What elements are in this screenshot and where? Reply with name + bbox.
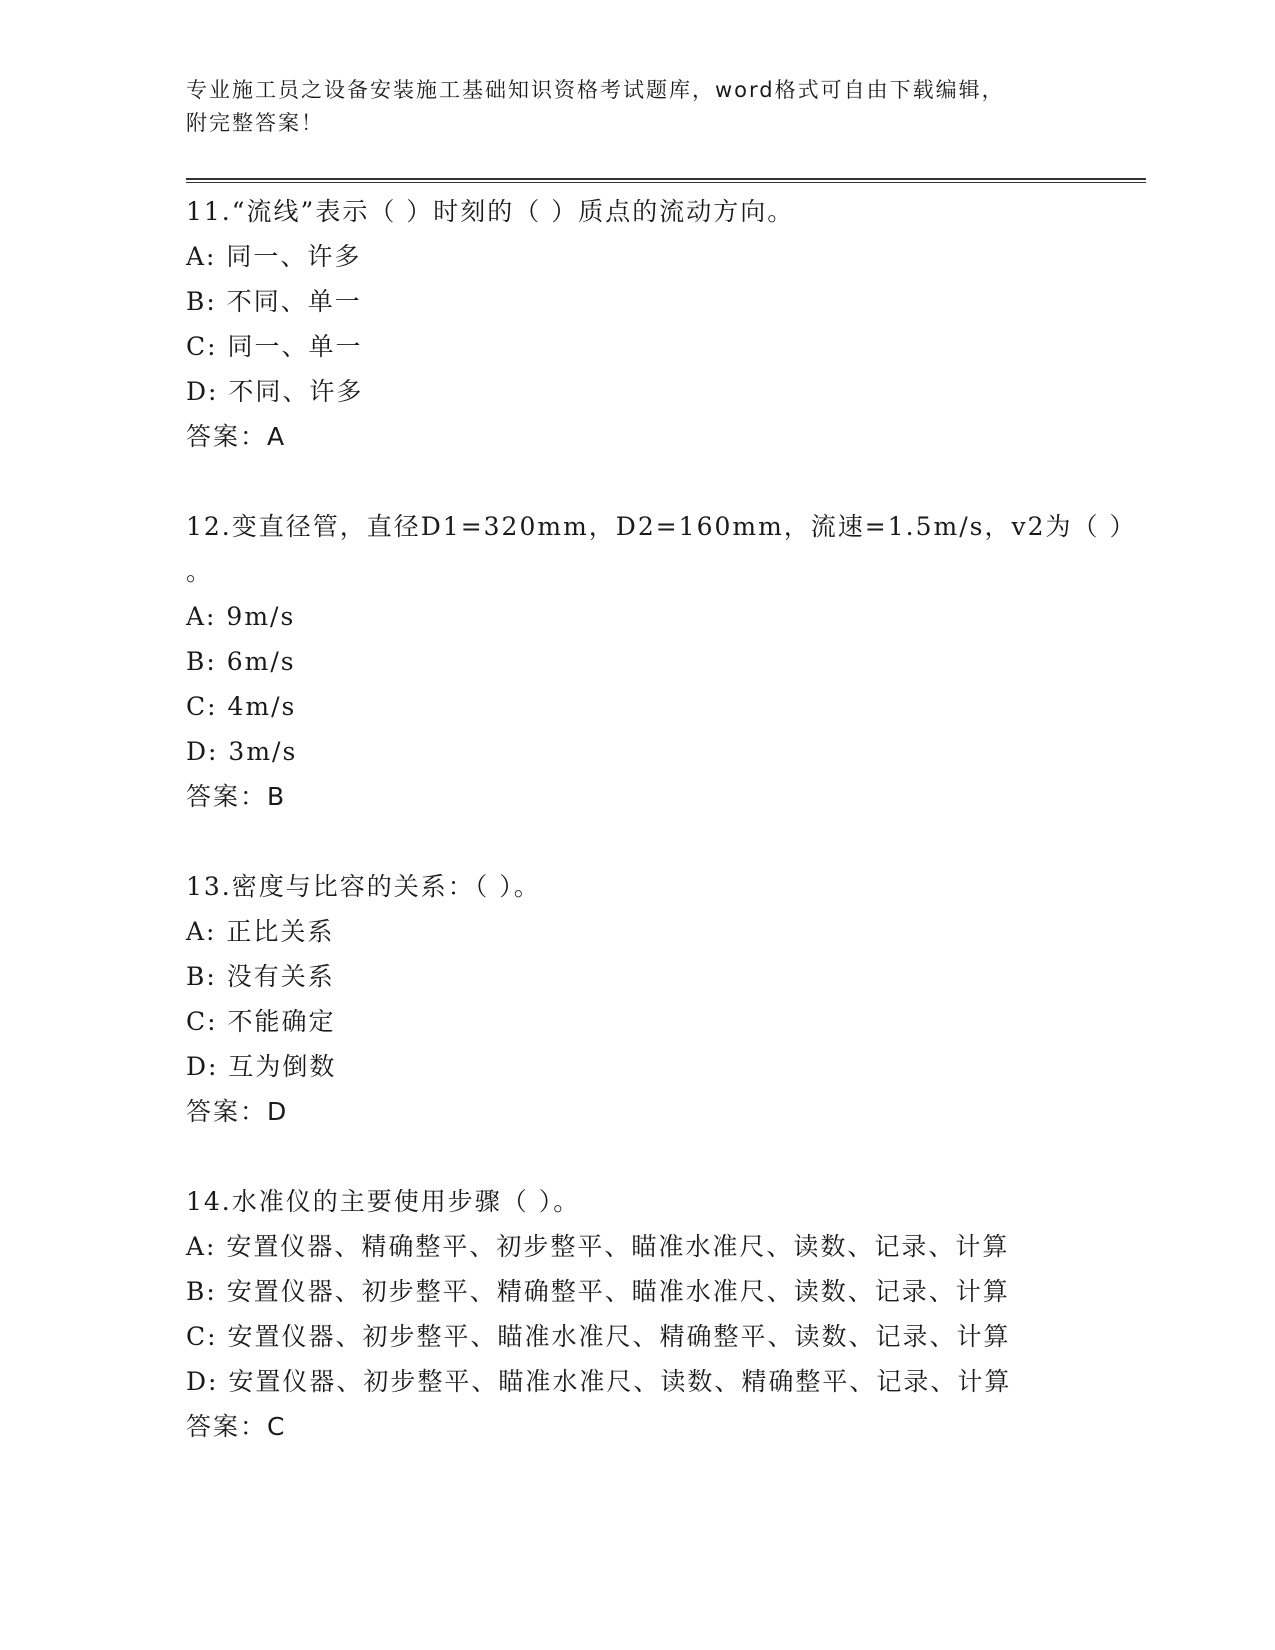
header-line-2: 附完整答案！ — [186, 111, 324, 135]
question-text-tail: 。 — [186, 557, 214, 586]
option-d: D: 3m/s — [186, 737, 298, 766]
option-d: D: 安置仪器、初步整平、瞄准水准尺、读数、精确整平、记录、计算 — [186, 1367, 1012, 1396]
question-list — [186, 189, 1146, 1494]
question-12 — [186, 504, 1146, 819]
answer-text: 答案：A — [186, 422, 287, 451]
option-a: A: 同一、许多 — [186, 242, 362, 271]
question-14 — [186, 1179, 1146, 1449]
question-text: 12.变直径管，直径D1=320mm，D2=160mm，流速=1.5m/s，v2为（ ） — [186, 512, 1137, 541]
question-11 — [186, 189, 1146, 459]
option-c: C: 安置仪器、初步整平、瞄准水准尺、精确整平、读数、记录、计算 — [186, 1322, 1011, 1351]
answer-text: 答案：C — [186, 1412, 287, 1441]
document-header — [186, 74, 1086, 140]
answer-text: 答案：B — [186, 782, 287, 811]
option-c: C: 不能确定 — [186, 1007, 336, 1036]
header-line-1: 专业施工员之设备安装施工基础知识资格考试题库，word格式可自由下载编辑， — [186, 78, 1005, 102]
question-text: 13.密度与比容的关系：（ ）。 — [186, 872, 541, 901]
option-a: A: 9m/s — [186, 602, 296, 631]
question-text: 14.水准仪的主要使用步骤（ ）。 — [186, 1187, 581, 1216]
option-c: C: 4m/s — [186, 692, 297, 721]
question-13 — [186, 864, 1146, 1134]
option-b: B: 没有关系 — [186, 962, 335, 991]
header-divider — [186, 178, 1146, 183]
answer-text: 答案：D — [186, 1097, 289, 1126]
option-b: B: 6m/s — [186, 647, 296, 676]
document-page — [186, 0, 1146, 1650]
option-d: D: 互为倒数 — [186, 1052, 337, 1081]
option-b: B: 不同、单一 — [186, 287, 362, 316]
option-a: A: 正比关系 — [186, 917, 335, 946]
option-d: D: 不同、许多 — [186, 377, 364, 406]
question-text: 11.“流线”表示（ ）时刻的（ ）质点的流动方向。 — [186, 197, 795, 226]
option-b: B: 安置仪器、初步整平、精确整平、瞄准水准尺、读数、记录、计算 — [186, 1277, 1010, 1306]
option-c: C: 同一、单一 — [186, 332, 363, 361]
option-a: A: 安置仪器、精确整平、初步整平、瞄准水准尺、读数、记录、计算 — [186, 1232, 1010, 1261]
